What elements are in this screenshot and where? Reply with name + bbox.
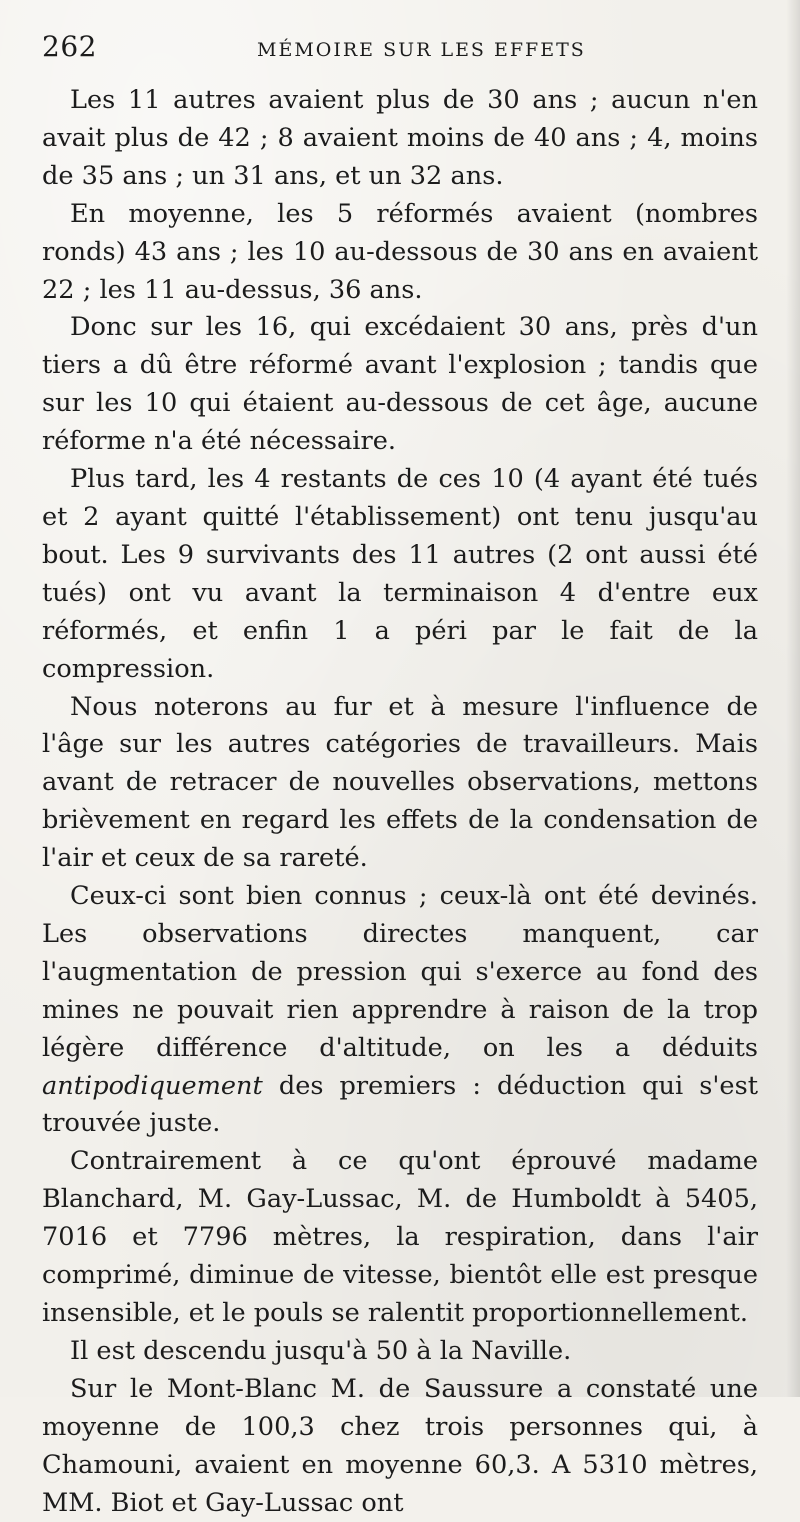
paragraph: Il est descendu jusqu'à 50 à la Naville. bbox=[70, 1335, 572, 1366]
paragraph-text: des premiers : déduction qui s'est trouvée juste. bbox=[42, 1070, 758, 1139]
paragraph-text: Ceux-ci sont bien connus ; ceux-là ont été devinés. Les observations directes manquent, car l'augmentation de pression qui s'exerce au fond des mines ne pouvait rien apprendre à raison de la trop légère différence d'altitude, on les a déduits bbox=[42, 881, 758, 1063]
paragraph bbox=[42, 878, 758, 1143]
italic-word: antipodiquement bbox=[42, 1070, 263, 1101]
running-title: MÉMOIRE SUR LES EFFETS bbox=[257, 39, 586, 61]
paragraph: Sur le Mont-Blanc M. de Saussure a constaté une moyenne de 100,3 chez trois personnes qui, à Chamouni, avaient en moyenne 60,3. A 5310 mètres, MM. Biot et Gay-Lussac ont bbox=[42, 1373, 758, 1518]
paragraph: Plus tard, les 4 restants de ces 10 (4 ayant été tués et 2 ayant quitté l'établissement) ont tenu jusqu'au bout. Les 9 survivants des 11 autres (2 ont aussi été tués) ont vu avant la terminaison 4 d'entre eux réformés, et enfin 1 a péri par le fait de la compression. bbox=[42, 464, 758, 684]
page-number: 262 bbox=[42, 30, 97, 63]
paragraph: Contrairement à ce qu'ont éprouvé madame Blanchard, M. Gay-Lussac, M. de Humboldt à 5405, 7016 et 7796 mètres, la respiration, dans l'air comprimé, diminue de vitesse, bientôt elle est presque insensible, et le pouls se ralentit proportionnellement. bbox=[42, 1146, 758, 1328]
page-edge-shadow bbox=[786, 0, 800, 1397]
running-head bbox=[42, 30, 758, 72]
paragraph: Donc sur les 16, qui excédaient 30 ans, près d'un tiers a dû être réformé avant l'explosion ; tandis que sur les 10 qui étaient au-dessous de cet âge, aucune réforme n'a été nécessaire. bbox=[42, 312, 758, 457]
paragraph: En moyenne, les 5 réformés avaient (nombres ronds) 43 ans ; les 10 au-dessous de 30 ans en avaient 22 ; les 11 au-dessus, 36 ans. bbox=[42, 198, 758, 305]
body-text bbox=[42, 82, 758, 1522]
paragraph: Les 11 autres avaient plus de 30 ans ; aucun n'en avait plus de 42 ; 8 avaient moins de 40 ans ; 4, moins de 35 ans ; un 31 ans, et un 32 ans. bbox=[42, 85, 758, 191]
paragraph: Nous noterons au fur et à mesure l'influence de l'âge sur les autres catégories de travailleurs. Mais avant de retracer de nouvelles observations, mettons brièvement en regard les effets de la condensation de l'air et ceux de sa rareté. bbox=[42, 691, 758, 874]
